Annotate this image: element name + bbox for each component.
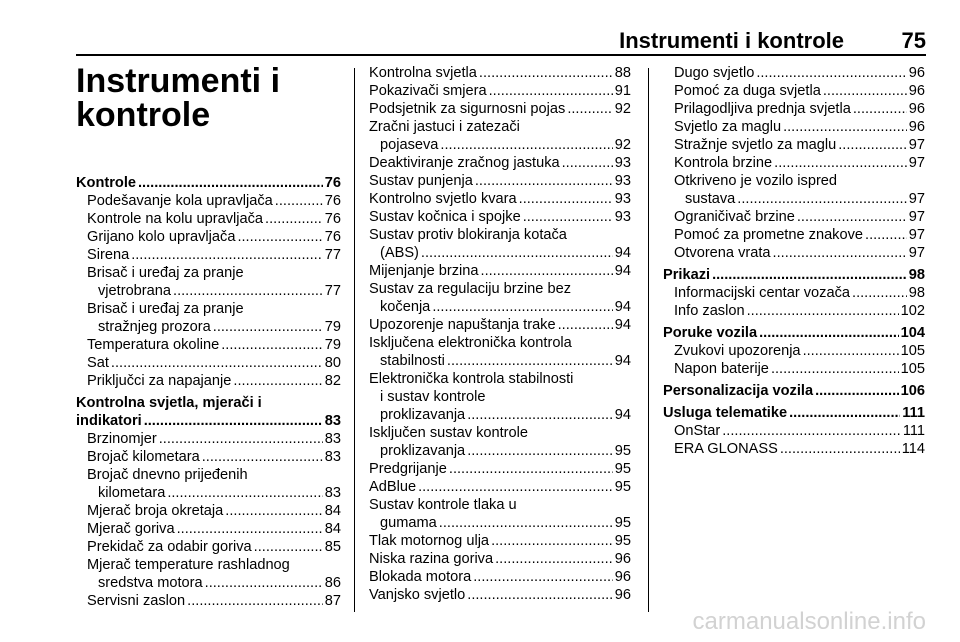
toc-entry-line: Sustav protiv blokiranja kotača <box>369 227 567 243</box>
toc-entry[interactable]: Deaktiviranje zračnog jastuka ..... 93 <box>369 154 631 172</box>
chapter-title: Instrumenti i kontrole <box>76 62 281 134</box>
toc-column-2 <box>369 64 631 604</box>
watermark: carmanualsonline.info <box>692 608 926 635</box>
toc-entry-line: Sustav kontrole tlaka u <box>369 497 517 513</box>
toc-entry[interactable]: Kontrola brzine ..... 97 <box>663 154 925 172</box>
toc-entry[interactable]: pojaseva ..... 92 <box>369 136 631 154</box>
toc-entry-line: Isključen sustav kontrole <box>369 425 528 441</box>
toc-entry[interactable]: Info zaslon ..... 102 <box>663 302 925 320</box>
toc-entry[interactable]: kočenja ..... 94 <box>369 298 631 316</box>
toc-entry[interactable]: Kontrole na kolu upravljača ..... 76 <box>76 210 341 228</box>
toc-entry[interactable]: sredstva motora ..... 86 <box>76 574 341 592</box>
toc-entry-line: Isključena elektronička kontrola <box>369 335 572 351</box>
toc-entry[interactable]: Kontrolna svjetla ..... 88 <box>369 64 631 82</box>
toc-entry-line: i sustav kontrole <box>380 389 486 405</box>
toc-entry[interactable]: Podsjetnik za sigurnosni pojas ..... 92 <box>369 100 631 118</box>
toc-entry[interactable]: Temperatura okoline ..... 79 <box>76 336 341 354</box>
toc-entry[interactable]: Prekidač za odabir goriva ..... 85 <box>76 538 341 556</box>
toc-entry[interactable]: gumama ..... 95 <box>369 514 631 532</box>
toc-entry[interactable]: Tlak motornog ulja ..... 95 <box>369 532 631 550</box>
toc-entry-line: Brisač i uređaj za pranje <box>87 301 244 317</box>
toc-section-personalizacija[interactable]: Personalizacija vozila ..... 106 <box>663 382 925 400</box>
toc-entry[interactable]: Niska razina goriva ..... 96 <box>369 550 631 568</box>
toc-entry[interactable]: Zvukovi upozorenja ..... 105 <box>663 342 925 360</box>
toc-entry[interactable]: stabilnosti ..... 94 <box>369 352 631 370</box>
toc-entry[interactable]: OnStar ..... 111 <box>663 422 925 440</box>
toc-entry[interactable]: Kontrolno svjetlo kvara ..... 93 <box>369 190 631 208</box>
toc-entry[interactable]: Blokada motora ..... 96 <box>369 568 631 586</box>
column-divider-1 <box>354 68 355 612</box>
column-divider-2 <box>648 68 649 612</box>
page-number: 75 <box>901 28 926 53</box>
toc-entry[interactable]: (ABS) ..... 94 <box>369 244 631 262</box>
toc-entry[interactable]: Dugo svjetlo ..... 96 <box>663 64 925 82</box>
toc-column-1 <box>76 64 341 610</box>
toc-entry[interactable]: Sirena ..... 77 <box>76 246 341 264</box>
toc-entry[interactable]: Otvorena vrata ..... 97 <box>663 244 925 262</box>
toc-entry[interactable]: Upozorenje napuštanja trake ..... 94 <box>369 316 631 334</box>
toc-entry-line: Zračni jastuci i zatezači <box>369 119 520 135</box>
toc-entry[interactable]: Informacijski centar vozača ..... 98 <box>663 284 925 302</box>
toc-entry[interactable]: Mjerač broja okretaja ..... 84 <box>76 502 341 520</box>
toc-entry[interactable]: Podešavanje kola upravljača ..... 76 <box>76 192 341 210</box>
running-title: Instrumenti i kontrole <box>619 28 844 53</box>
toc-entry[interactable]: Vanjsko svjetlo ..... 96 <box>369 586 631 604</box>
toc-section-usluga-telematike[interactable]: Usluga telematike ..... 111 <box>663 404 925 422</box>
toc-entry[interactable]: proklizavanja ..... 95 <box>369 442 631 460</box>
toc-label: Kontrole <box>76 175 136 191</box>
toc-entry[interactable]: Predgrijanje ..... 95 <box>369 460 631 478</box>
toc-entry[interactable]: ERA GLONASS ..... 114 <box>663 440 925 458</box>
toc-entry[interactable]: Brojač kilometara ..... 83 <box>76 448 341 466</box>
toc-entry-line: Mjerač temperature rashladnog <box>87 557 290 573</box>
toc-entry[interactable]: Brzinomjer ..... 83 <box>76 430 341 448</box>
toc-entry[interactable]: Sustav kočnica i spojke ..... 93 <box>369 208 631 226</box>
page-header <box>0 24 960 54</box>
toc-entry[interactable]: Pokazivači smjera ..... 91 <box>369 82 631 100</box>
toc-entry[interactable]: Mjerač goriva ..... 84 <box>76 520 341 538</box>
toc-entry[interactable]: sustava ..... 97 <box>663 190 925 208</box>
toc-entry[interactable]: Sat ..... 80 <box>76 354 341 372</box>
toc-entry[interactable]: Stražnje svjetlo za maglu ..... 97 <box>663 136 925 154</box>
toc-section-kontrolna-svjetla[interactable]: indikatori ..... 83 <box>76 412 341 430</box>
toc-section-line: Kontrolna svjetla, mjerači i <box>76 395 262 411</box>
toc-entry[interactable]: Pomoć za prometne znakove ..... 97 <box>663 226 925 244</box>
toc-entry[interactable]: Grijano kolo upravljača ..... 76 <box>76 228 341 246</box>
toc-entry[interactable]: Mijenjanje brzina ..... 94 <box>369 262 631 280</box>
toc-section-kontrole[interactable] <box>76 174 341 192</box>
toc-entry[interactable]: kilometara ..... 83 <box>76 484 341 502</box>
toc-entry-line: Sustav za regulaciju brzine bez <box>369 281 571 297</box>
toc-entry[interactable]: Ograničivač brzine ..... 97 <box>663 208 925 226</box>
toc-entry-line: Brojač dnevno prijeđenih <box>87 467 248 483</box>
toc-entry-line: Brisač i uređaj za pranje <box>87 265 244 281</box>
toc-entry[interactable]: stražnjeg prozora ..... 79 <box>76 318 341 336</box>
toc-entry[interactable]: Priključci za napajanje ..... 82 <box>76 372 341 390</box>
toc-entry-line: Otkriveno je vozilo ispred <box>674 173 838 189</box>
toc-entry[interactable]: Sustav punjenja ..... 93 <box>369 172 631 190</box>
toc-entry[interactable]: Servisni zaslon ..... 87 <box>76 592 341 610</box>
header-rule <box>76 54 926 56</box>
toc-entry[interactable]: AdBlue ..... 95 <box>369 478 631 496</box>
toc-column-3 <box>663 64 925 458</box>
toc-entry[interactable]: Pomoć za duga svjetla ..... 96 <box>663 82 925 100</box>
toc-page: 76 <box>324 175 341 191</box>
toc-entry[interactable]: proklizavanja ..... 94 <box>369 406 631 424</box>
toc-entry[interactable]: Prilagodljiva prednja svjetla ..... 96 <box>663 100 925 118</box>
toc-entry-line: Elektronička kontrola stabilnosti <box>369 371 574 387</box>
toc-entry[interactable]: Napon baterije ..... 105 <box>663 360 925 378</box>
toc-section-prikazi[interactable]: Prikazi ..... 98 <box>663 266 925 284</box>
toc-entry[interactable]: vjetrobrana ..... 77 <box>76 282 341 300</box>
toc-entry[interactable]: Svjetlo za maglu ..... 96 <box>663 118 925 136</box>
toc-section-poruke-vozila[interactable]: Poruke vozila ..... 104 <box>663 324 925 342</box>
